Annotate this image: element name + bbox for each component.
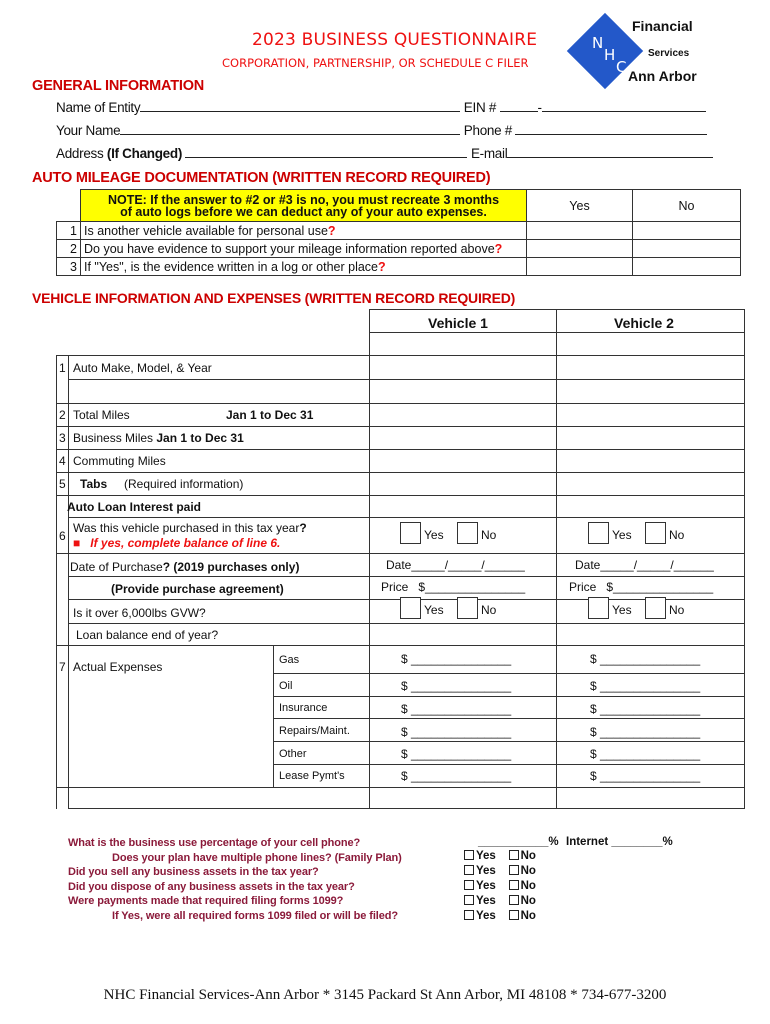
- yes-label: Yes: [476, 895, 496, 907]
- logo-financial: Financial: [632, 18, 693, 34]
- mileage-q-text: Is another vehicle available for personal use: [84, 223, 328, 238]
- multiple-lines-question: Does your plan have multiple phone lines? (Family Plan): [112, 852, 402, 864]
- ein-field-prefix[interactable]: [500, 100, 538, 112]
- yes-checkbox[interactable]: [464, 865, 474, 875]
- loan-balance-label: Loan balance end of year?: [76, 628, 219, 642]
- no-checkbox[interactable]: [509, 880, 519, 890]
- no-label: No: [520, 880, 536, 892]
- address-row: [56, 146, 713, 161]
- yes-label: Yes: [476, 865, 496, 877]
- yes-label: Yes: [612, 603, 632, 617]
- entity-label: Name of Entity: [56, 100, 141, 115]
- entity-row: Name of Entity EIN # -: [56, 100, 706, 115]
- v2-insurance-field[interactable]: $ _______________: [590, 702, 701, 716]
- cell-phone-question: What is the business use percentage of your cell phone?: [68, 837, 361, 849]
- mileage-q1-yes-cell[interactable]: [527, 222, 633, 240]
- row-num: 3: [59, 431, 66, 445]
- email-field[interactable]: [507, 146, 713, 158]
- no-checkbox[interactable]: [509, 895, 519, 905]
- v2-lease-field[interactable]: $ _______________: [590, 769, 701, 783]
- question-mark: ?: [378, 259, 386, 274]
- v1-repairs-field[interactable]: $ _______________: [401, 725, 512, 739]
- logo-letter-h: H: [604, 46, 616, 64]
- question-mark: ?: [494, 241, 503, 256]
- yes-no-row: [464, 880, 536, 892]
- email-label: E-mail: [470, 146, 508, 161]
- v2-purchased-no-checkbox[interactable]: [645, 522, 666, 544]
- mileage-table: [56, 189, 741, 276]
- v2-gvw-yes-checkbox[interactable]: [588, 597, 609, 619]
- your-name-field[interactable]: [120, 123, 460, 135]
- v1-purchased-no-checkbox[interactable]: [457, 522, 478, 544]
- vehicle-1-header: Vehicle 1: [428, 315, 488, 331]
- v2-date-field[interactable]: Date_____/_____/______: [575, 558, 714, 572]
- yes-no-row: [464, 865, 536, 877]
- v2-purchased-yes-checkbox[interactable]: [588, 522, 609, 544]
- no-label: No: [669, 528, 685, 542]
- cell-phone-percent-field[interactable]: ___________%: [478, 836, 559, 848]
- v2-gas-field[interactable]: $ _______________: [590, 652, 701, 666]
- purchase-date-note: ? (2019 purchases only): [162, 560, 300, 574]
- expense-gas: Gas: [279, 654, 300, 666]
- yes-checkbox[interactable]: [464, 850, 474, 860]
- internet-percent-field[interactable]: Internet ________%: [566, 836, 673, 848]
- sell-assets-question: Did you sell any business assets in the tax year?: [68, 866, 319, 878]
- no-label: No: [481, 528, 497, 542]
- mileage-heading: AUTO MILEAGE DOCUMENTATION (WRITTEN RECORD REQUIRED): [32, 170, 491, 186]
- general-info-heading: GENERAL INFORMATION: [32, 78, 205, 94]
- make-model-label: Auto Make, Model, & Year: [73, 361, 212, 375]
- yes-label: Yes: [612, 528, 632, 542]
- business-miles-period: Jan 1 to Dec 31: [156, 431, 244, 445]
- yes-label: Yes: [476, 910, 496, 922]
- mileage-q2-yes-cell[interactable]: [527, 240, 633, 258]
- row-num: 4: [59, 454, 66, 468]
- price-label: Price: [569, 580, 597, 594]
- no-checkbox[interactable]: [509, 865, 519, 875]
- v1-date-field[interactable]: Date_____/_____/______: [386, 558, 525, 572]
- expense-other: Other: [279, 748, 307, 760]
- purchased-question: [73, 521, 307, 535]
- commuting-miles-label: Commuting Miles: [73, 454, 166, 468]
- mileage-q-text: If "Yes", is the evidence written in a log or other place: [84, 259, 378, 274]
- forms-1099-filed-question: If Yes, were all required forms 1099 filed or will be filed?: [112, 910, 399, 922]
- forms-1099-question: Were payments made that required filing forms 1099?: [68, 895, 344, 907]
- row-num: 7: [59, 660, 66, 674]
- gvw-label: Is it over 6,000lbs GVW?: [73, 606, 206, 620]
- v1-gvw-no-checkbox[interactable]: [457, 597, 478, 619]
- purchased-note-text: If yes, complete balance of line 6.: [90, 536, 281, 550]
- document-title: 2023 BUSINESS QUESTIONNAIRE: [252, 30, 538, 50]
- v2-repairs-field[interactable]: $ _______________: [590, 725, 701, 739]
- address-label: Address: [56, 146, 104, 161]
- mileage-q1-no-cell[interactable]: [633, 222, 741, 240]
- no-label: No: [520, 895, 536, 907]
- purchased-question-text: Was this vehicle purchased in this tax year: [73, 521, 300, 535]
- business-miles-text: Business Miles: [73, 431, 154, 445]
- footer-address: NHC Financial Services-Ann Arbor * 3145 Packard St Ann Arbor, MI 48108 * 734-677-3200: [103, 987, 667, 1003]
- price-blank: $_______________: [606, 580, 714, 594]
- vehicle-table: [56, 309, 745, 809]
- address-note: (If Changed): [106, 146, 183, 161]
- no-label: No: [520, 910, 536, 922]
- v1-price-field[interactable]: [381, 580, 525, 594]
- tabs-note: (Required information): [124, 477, 244, 491]
- row-num: 6: [59, 529, 66, 543]
- price-blank: $_______________: [418, 580, 526, 594]
- v1-other-field[interactable]: $ _______________: [401, 747, 512, 761]
- no-label: No: [481, 603, 497, 617]
- mileage-note: NOTE: If the answer to #2 or #3 is no, you must recreate 3 months of auto logs before we can deduct any of your auto expenses.: [81, 190, 527, 222]
- v2-oil-field[interactable]: $ _______________: [590, 679, 701, 693]
- v1-lease-field[interactable]: $ _______________: [401, 769, 512, 783]
- yes-checkbox[interactable]: [464, 895, 474, 905]
- mileage-q3-yes-cell[interactable]: [527, 258, 633, 276]
- total-miles-period: Jan 1 to Dec 31: [226, 408, 314, 422]
- yes-no-row: [464, 895, 536, 907]
- v1-gas-field[interactable]: $ _______________: [401, 652, 512, 666]
- question-mark: ?: [327, 223, 336, 238]
- vehicle-heading: VEHICLE INFORMATION AND EXPENSES (WRITTEN RECORD REQUIRED): [32, 290, 516, 306]
- mileage-question-row: [57, 258, 741, 276]
- purchase-date-text: Date of Purchase: [70, 560, 163, 574]
- no-checkbox[interactable]: [509, 910, 519, 920]
- address-field[interactable]: [185, 146, 467, 158]
- phone-field[interactable]: [515, 123, 707, 135]
- v1-insurance-field[interactable]: $ _______________: [401, 702, 512, 716]
- entity-field[interactable]: [140, 100, 460, 112]
- mileage-no-header: No: [633, 190, 741, 222]
- row-num: 2: [59, 408, 66, 422]
- expense-oil: Oil: [279, 680, 293, 692]
- name-row: [56, 123, 707, 138]
- purchased-note: [73, 536, 280, 550]
- v1-gvw-yes-checkbox[interactable]: [400, 597, 421, 619]
- mileage-q-num: 3: [57, 258, 81, 276]
- logo-letter-n: N: [592, 34, 604, 52]
- yes-checkbox[interactable]: [464, 910, 474, 920]
- mileage-question-row: [57, 222, 741, 240]
- yes-checkbox[interactable]: [464, 880, 474, 890]
- v2-gvw-no-checkbox[interactable]: [645, 597, 666, 619]
- ein-field[interactable]: [542, 100, 706, 112]
- purchase-date-label: [70, 560, 299, 574]
- document-subtitle: CORPORATION, PARTNERSHIP, OR SCHEDULE C FILER: [222, 56, 529, 70]
- v2-other-field[interactable]: $ _______________: [590, 747, 701, 761]
- company-logo: [572, 18, 702, 90]
- mileage-q-num: 2: [57, 240, 81, 258]
- yes-label: Yes: [476, 850, 496, 862]
- no-label: No: [669, 603, 685, 617]
- yes-no-row: [464, 850, 536, 862]
- mileage-q3-no-cell[interactable]: [633, 258, 741, 276]
- tabs-label: Tabs: [80, 477, 108, 491]
- price-label: Price: [381, 580, 409, 594]
- business-miles-label: [73, 431, 244, 445]
- mileage-question-row: [57, 240, 741, 258]
- yes-label: Yes: [424, 603, 444, 617]
- v2-price-field[interactable]: [569, 580, 713, 594]
- actual-expenses-label: Actual Expenses: [73, 660, 163, 674]
- v1-purchased-yes-checkbox[interactable]: [400, 522, 421, 544]
- expense-insurance: Insurance: [279, 702, 328, 714]
- ein-label: EIN #: [463, 100, 497, 115]
- mileage-q2-no-cell[interactable]: [633, 240, 741, 258]
- phone-label: Phone #: [463, 123, 512, 138]
- yes-no-row: [464, 910, 536, 922]
- v1-oil-field[interactable]: $ _______________: [401, 679, 512, 693]
- question-mark: ?: [299, 521, 307, 535]
- logo-services: Services: [648, 48, 690, 59]
- mileage-q-num: 1: [57, 222, 81, 240]
- yes-label: Yes: [424, 528, 444, 542]
- agreement-label: (Provide purchase agreement): [111, 582, 284, 596]
- total-miles-label: Total Miles: [73, 408, 130, 422]
- row-num: 1: [59, 361, 66, 375]
- mileage-q-text: Do you have evidence to support your mileage information reported above: [84, 241, 495, 256]
- dispose-assets-question: Did you dispose of any business assets in the tax year?: [68, 881, 355, 893]
- no-label: No: [520, 850, 536, 862]
- no-label: No: [520, 865, 536, 877]
- vehicle-2-header: Vehicle 2: [614, 315, 674, 331]
- expense-repairs: Repairs/Maint.: [279, 725, 350, 737]
- your-name-label: Your Name: [56, 123, 121, 138]
- bullet: ■: [73, 536, 81, 550]
- yes-label: Yes: [476, 880, 496, 892]
- logo-letter-c: C: [616, 58, 627, 76]
- no-checkbox[interactable]: [509, 850, 519, 860]
- row-num: 5: [59, 477, 66, 491]
- loan-interest-label: Auto Loan Interest paid: [67, 500, 202, 514]
- expense-lease: Lease Pymt's: [279, 770, 345, 782]
- logo-city: Ann Arbor: [628, 68, 697, 84]
- mileage-yes-header: Yes: [527, 190, 633, 222]
